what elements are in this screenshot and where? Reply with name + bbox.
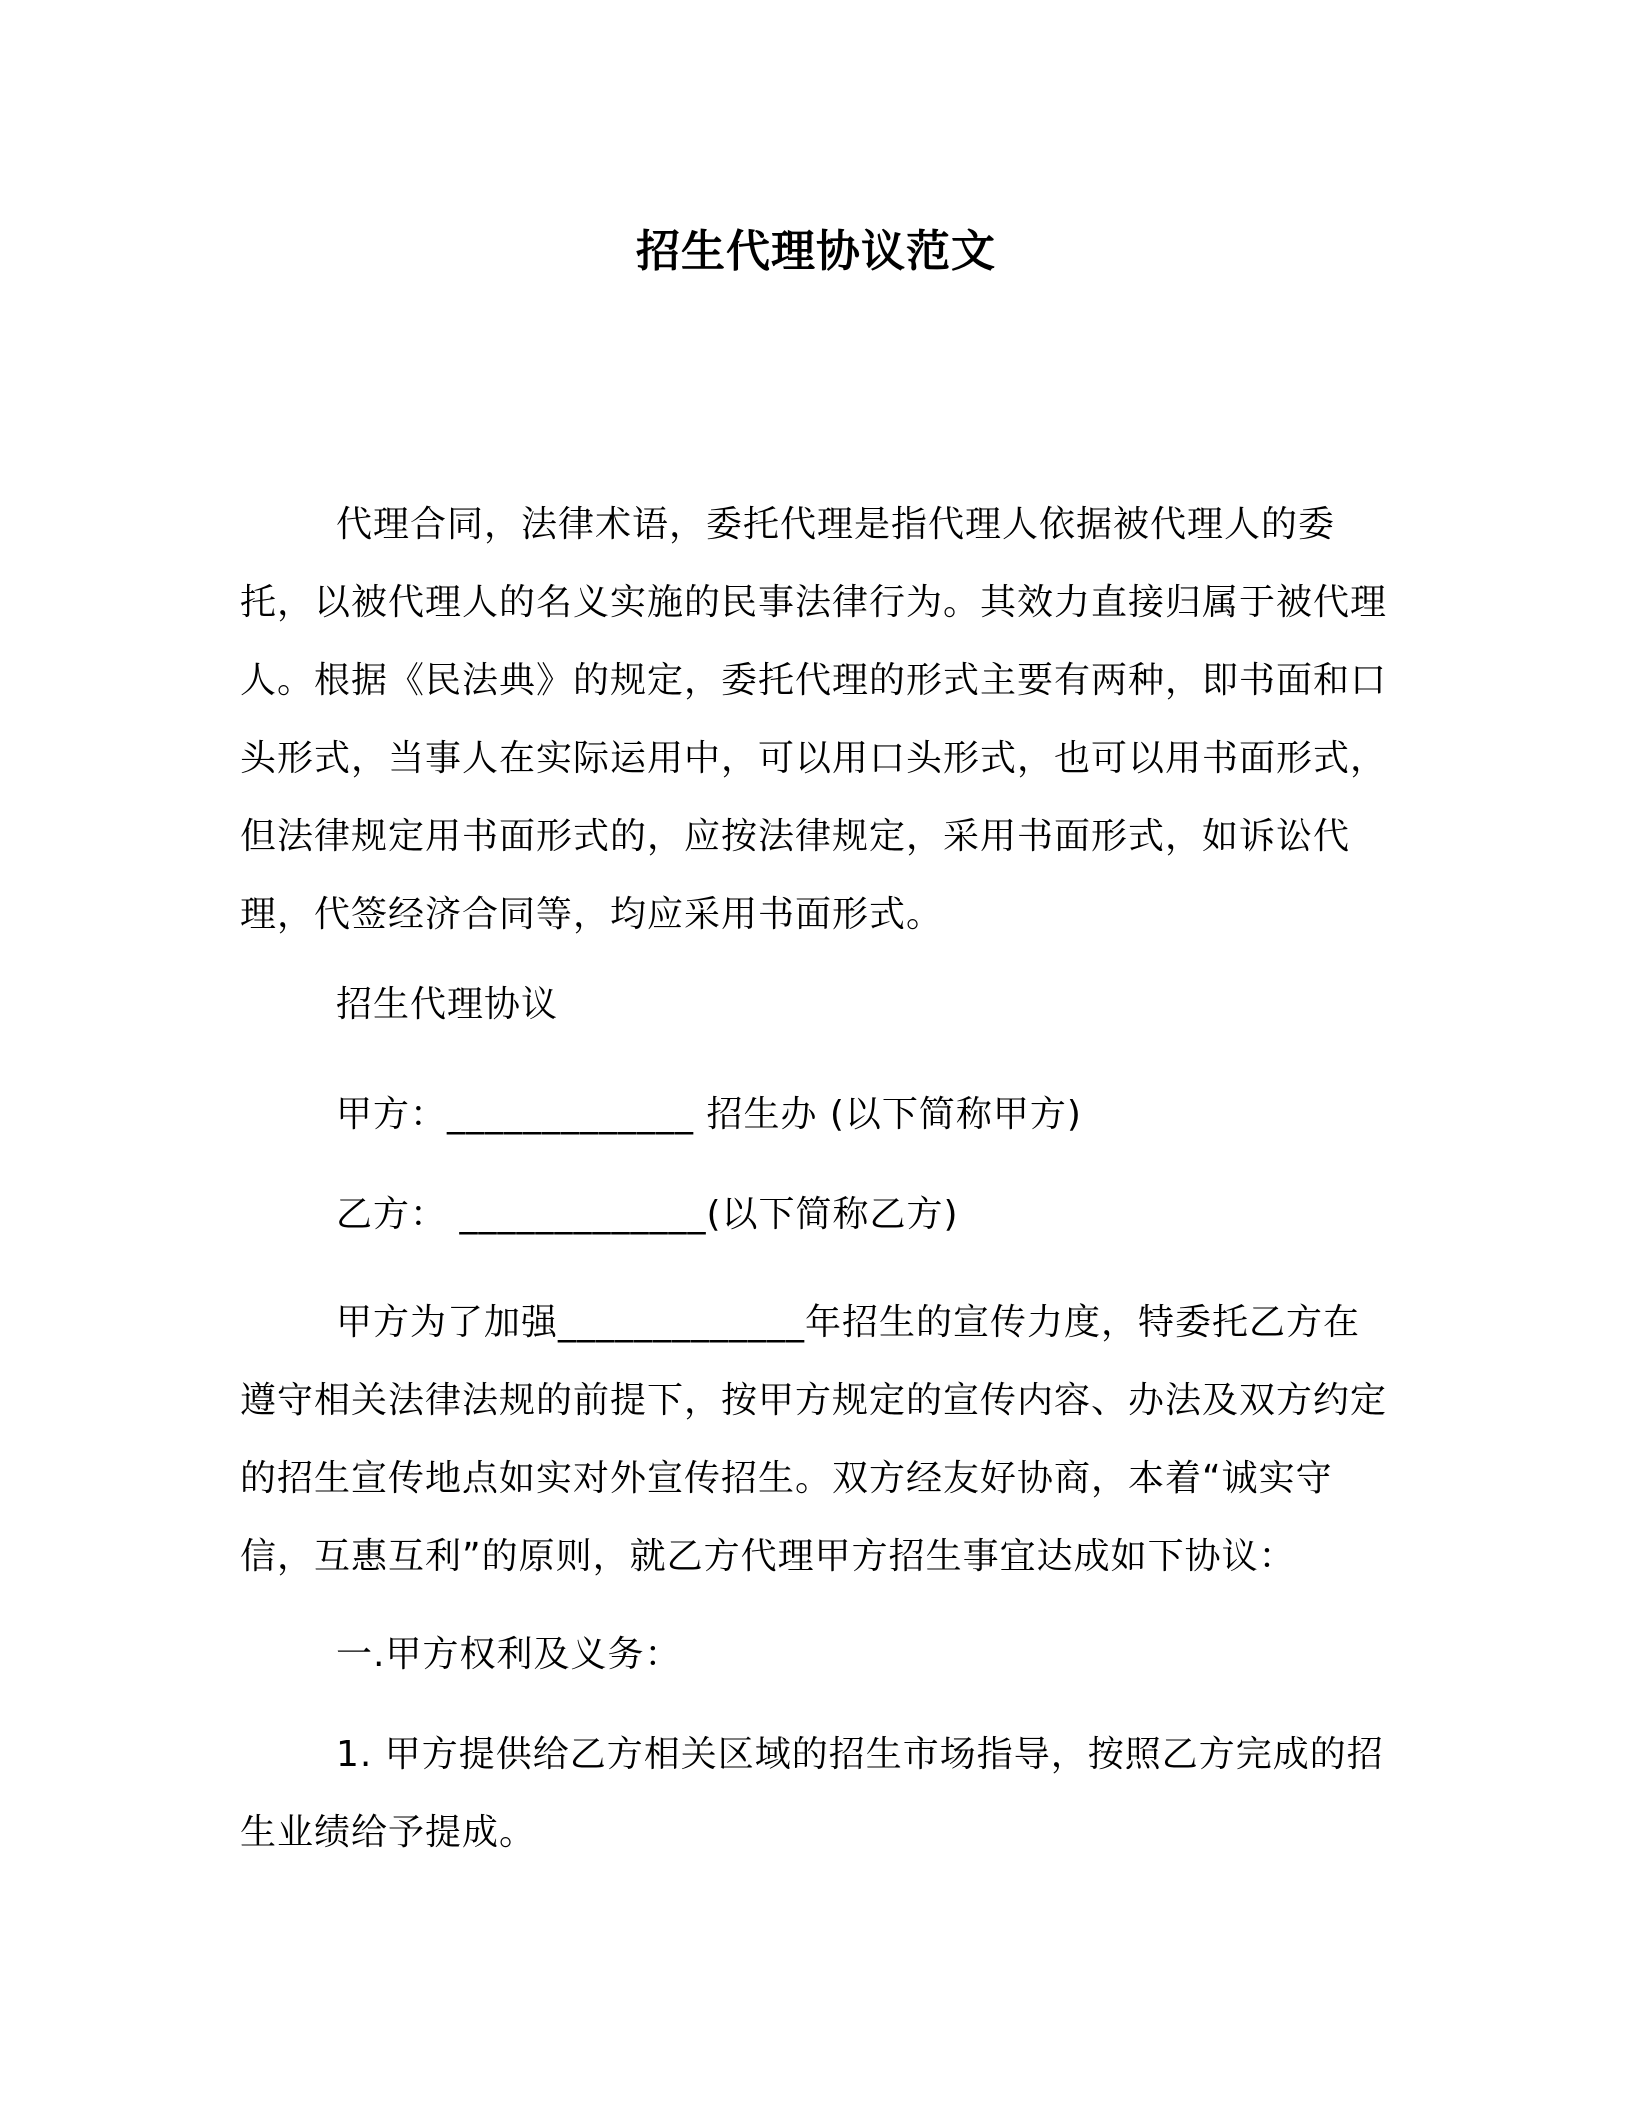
item-1-block bbox=[240, 1716, 1390, 1872]
party-b-line: 乙方： _____________(以下简称乙方) bbox=[336, 1194, 959, 1235]
agreement-heading: 招生代理协议 bbox=[336, 984, 559, 1025]
purpose-paragraph: 甲方为了加强_____________年招生的宣传力度，特委托乙方在遵守相关法律法规的前提下，按甲方规定的宣传内容、办法及双方约定的招生宣传地点如实对外宣传招生。双方经友好协商，本着“诚实守信，互惠互利”的原则，就乙方代理甲方招生事宜达成如下协议： bbox=[240, 1302, 1388, 1577]
document-title: 招生代理协议范文 bbox=[636, 226, 996, 277]
agreement-heading-block bbox=[240, 966, 1390, 1044]
party-b-block bbox=[240, 1176, 1390, 1254]
party-a-line: 甲方：_____________ 招生办 (以下简称甲方) bbox=[336, 1094, 1082, 1135]
section-1-block bbox=[240, 1616, 1390, 1694]
purpose-paragraph-block bbox=[240, 1284, 1390, 1596]
intro-paragraph-block bbox=[240, 486, 1390, 954]
intro-paragraph: 代理合同，法律术语，委托代理是指代理人依据被代理人的委托，以被代理人的名义实施的民事法律行为。其效力直接归属于被代理人。根据《民法典》的规定，委托代理的形式主要有两种，即书面和口头形式，当事人在实际运用中，可以用口头形式，也可以用书面形式，但法律规定用书面形式的，应按法律规定，采用书面形式，如诉讼代理，代签经济合同等，均应采用书面形式。 bbox=[240, 504, 1388, 935]
section-1-heading: 一.甲方权利及义务： bbox=[336, 1634, 682, 1675]
party-a-block bbox=[240, 1076, 1390, 1154]
item-1-paragraph: 1. 甲方提供给乙方相关区域的招生市场指导，按照乙方完成的招生业绩给予提成。 bbox=[240, 1734, 1384, 1853]
